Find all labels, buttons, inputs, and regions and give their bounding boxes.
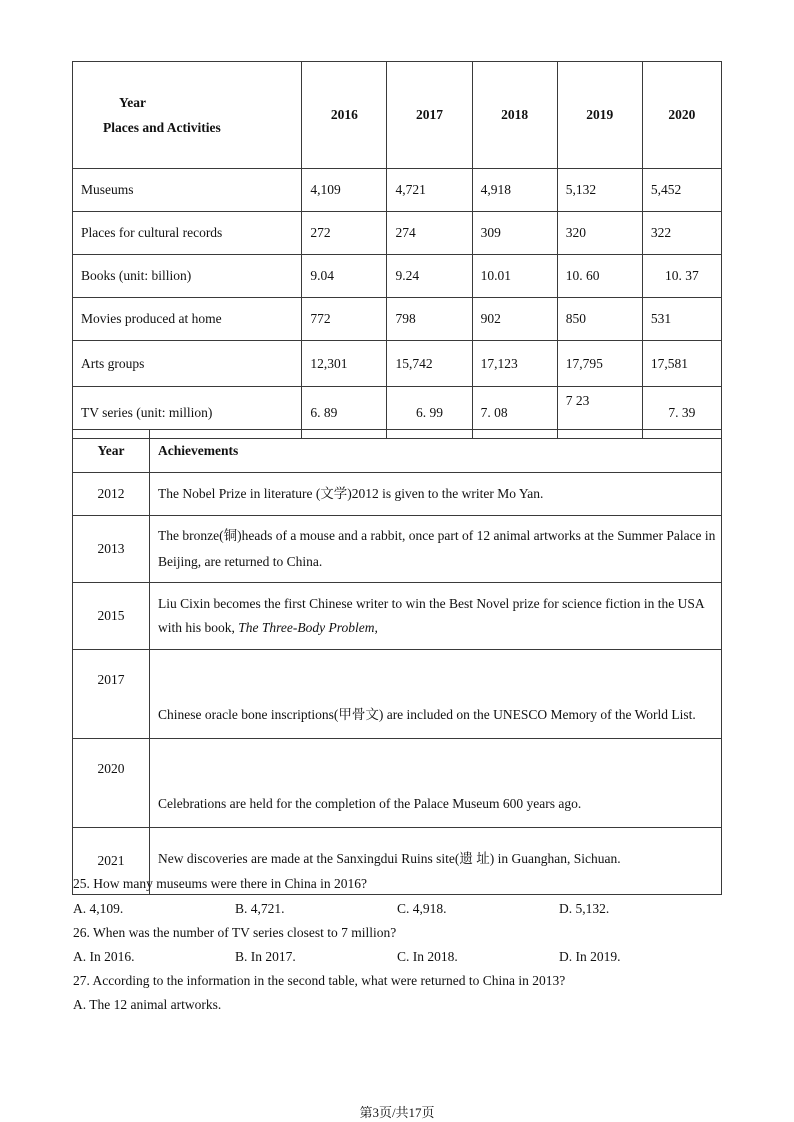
table-cell: 7 23 <box>557 387 642 439</box>
question-stem: 25. How many museums were there in China in 2016? <box>73 876 367 891</box>
answer-option[interactable]: B. 4,721. <box>235 901 285 916</box>
answer-option[interactable]: A. In 2016. <box>73 949 135 964</box>
table-row <box>73 516 722 583</box>
year-cell: 2012 <box>73 473 150 516</box>
year-header: 2017 <box>387 62 472 169</box>
table-cell: 17,795 <box>557 341 642 387</box>
table-cell: 850 <box>557 298 642 341</box>
table-cell: 4,721 <box>387 169 472 212</box>
table-row <box>73 212 722 255</box>
table-cell: 7. 39 <box>642 387 721 439</box>
page-footer: 第3页/共17页 <box>359 1105 435 1120</box>
year-cell: 2017 <box>73 650 150 739</box>
row-label: TV series (unit: million) <box>73 387 302 439</box>
table-cell: 10. 37 <box>642 255 721 298</box>
answer-option[interactable]: A. 4,109. <box>73 901 124 916</box>
achievement-cell: The bronze(铜)heads of a mouse and a rabbit, once part of 12 animal artworks at the Summer Palace in Beijing, are returned to China. <box>150 516 722 583</box>
answer-option[interactable]: B. In 2017. <box>235 949 296 964</box>
year-header: 2019 <box>557 62 642 169</box>
year-header: 2016 <box>302 62 387 169</box>
table-cell: 17,123 <box>472 341 557 387</box>
year-header: 2020 <box>642 62 721 169</box>
answer-option[interactable]: C. In 2018. <box>397 949 458 964</box>
table-row <box>73 473 722 516</box>
table-cell: 5,132 <box>557 169 642 212</box>
year-column-header: Year <box>73 430 150 473</box>
row-label: Arts groups <box>73 341 302 387</box>
table-cell: 9.24 <box>387 255 472 298</box>
year-cell: 2015 <box>73 583 150 650</box>
corner-header-cell <box>73 62 302 169</box>
row-label: Books (unit: billion) <box>73 255 302 298</box>
table-cell: 772 <box>302 298 387 341</box>
achievement-cell: Chinese oracle bone inscriptions(甲骨文) are included on the UNESCO Memory of the World List. <box>150 650 722 739</box>
answer-option[interactable]: D. 5,132. <box>559 901 610 916</box>
book-title: The Three-Body Problem, <box>238 620 378 635</box>
table-cell: 902 <box>472 298 557 341</box>
year-cell: 2021 <box>73 828 150 895</box>
row-label: Museums <box>73 169 302 212</box>
table-cell: 17,581 <box>642 341 721 387</box>
row-label: Movies produced at home <box>73 298 302 341</box>
achievement-cell: Celebrations are held for the completion of the Palace Museum 600 years ago. <box>150 739 722 828</box>
table-row <box>73 298 722 341</box>
table-cell: 272 <box>302 212 387 255</box>
year-cell: 2013 <box>73 516 150 583</box>
achievement-cell <box>150 583 722 650</box>
table-cell: 4,109 <box>302 169 387 212</box>
table-cell: 9.04 <box>302 255 387 298</box>
table-row <box>73 255 722 298</box>
answer-option[interactable]: D. In 2019. <box>559 949 621 964</box>
table-cell: 6. 99 <box>387 387 472 439</box>
answer-option[interactable]: C. 4,918. <box>397 901 447 916</box>
table-header-row <box>73 62 722 169</box>
table-cell: 15,742 <box>387 341 472 387</box>
table-row <box>73 169 722 212</box>
table-cell: 5,452 <box>642 169 721 212</box>
year-cell: 2020 <box>73 739 150 828</box>
corner-year-label: Year <box>119 95 146 110</box>
achievement-cell: The Nobel Prize in literature (文学)2012 is given to the writer Mo Yan. <box>150 473 722 516</box>
table-row <box>73 583 722 650</box>
question-stem: 27. According to the information in the second table, what were returned to China in 2013? <box>73 973 566 988</box>
table-cell: 6. 89 <box>302 387 387 439</box>
statistics-table <box>72 61 722 439</box>
table-header-row <box>73 430 722 473</box>
achievements-column-header: Achievements <box>150 430 722 473</box>
table-cell: 10.01 <box>472 255 557 298</box>
table-row <box>73 341 722 387</box>
achievement-text: Liu Cixin becomes the first Chinese writer to win the Best Novel prize for science fiction in the USA with his book, <box>158 596 704 635</box>
table-cell: 4,918 <box>472 169 557 212</box>
answer-option[interactable]: A. The 12 animal artworks. <box>73 997 222 1012</box>
achievements-table <box>72 429 722 895</box>
table-cell: 320 <box>557 212 642 255</box>
table-cell: 322 <box>642 212 721 255</box>
table-cell: 309 <box>472 212 557 255</box>
question-stem: 26. When was the number of TV series closest to 7 million? <box>73 925 397 940</box>
achievement-cell: New discoveries are made at the Sanxingdui Ruins site(遗 址) in Guanghan, Sichuan. <box>150 828 722 895</box>
table-cell: 10. 60 <box>557 255 642 298</box>
table-row <box>73 739 722 828</box>
table-cell: 7. 08 <box>472 387 557 439</box>
table-cell: 531 <box>642 298 721 341</box>
row-label: Places for cultural records <box>73 212 302 255</box>
table-cell: 274 <box>387 212 472 255</box>
corner-places-label: Places and Activities <box>103 120 221 135</box>
year-header: 2018 <box>472 62 557 169</box>
table-cell: 12,301 <box>302 341 387 387</box>
table-cell: 798 <box>387 298 472 341</box>
table-row <box>73 650 722 739</box>
